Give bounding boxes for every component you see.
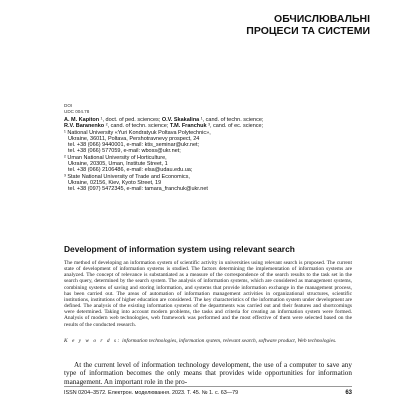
author-name: O.V. Skakalina (161, 117, 200, 123)
author-name: R.V. Baranenko (64, 123, 105, 130)
abstract: The method of developing an information system of scientific activity in universities using relevant search is proposed. The current state of development of information systems is studied. The factors determining the implementation of information systems are analyzed. The concept of relevance is substantiated as a measure of the correspondence of the search results to the task set in the search query, determined by the search system. The analysis of information systems, which are considered as management systems, combining systems of saving and storing information, and systems that provide information exchange in the management process, has been carried out. The areas of automation of information management activities in organizational structures, scientific institutions, institutions of higher education are considered. The key characteristics of the information system under development are defined. The analysis of the existing information systems of the departments was carried out and their features and shortcomings were determined. Taking into account modern problems, the tasks and criteria for creating an information system were formed. Analysis of modern web technologies, web framework was performed and the most effective of them were selected based on the results of the conducted research. (64, 260, 352, 328)
author-name: A. M. Kapiton (64, 117, 100, 123)
author-degree: ¹, cand. of techn. science; (200, 117, 264, 123)
author-degree: ², cand. of techn. science; (105, 123, 169, 130)
author-degree: ¹, doct. of ped. sciences; (100, 117, 161, 123)
keywords-text: information technologies, information system, relevant search, software product, Web technologies. (122, 338, 337, 344)
affiliation-line: tel. +38 (066) 2106486, e-mail: elsa@udau.edu.ua; (68, 167, 193, 174)
affiliation-line: ² Uman National University of Horticulture, (64, 154, 167, 161)
body-paragraph: At the current level of information technology development, the use of a computer to save any type of information becomes the only means that provides wide opportunities for information management. An important role in the pro- (64, 361, 352, 386)
keywords-label: K e y w o r d s: (64, 338, 121, 344)
footer-citation: ISSN 0204–3572. Електрон. моделювання. 2023. Т. 45. № 1. с. 63—79 (64, 390, 239, 396)
affiliation-line: tel. +38 (097) 5472345, e-mail: tamara_franchuk@ukr.net (68, 186, 208, 193)
affiliation-line: tel. +38 (066) 9440001, e-mail: ktis_seminar@ukr.net; (68, 142, 200, 149)
affiliation-line: ¹ National University «Yuri Kondratyuk Poltava Polytechnic», (64, 129, 211, 136)
article-title: Development of information system using relevant search (64, 244, 295, 254)
affiliation-line: Ukraine, 20305, Uman, Institute Street, 1 (68, 161, 168, 168)
keywords (64, 338, 352, 344)
affiliation-line: tel. +38 (066) 577059, e-mail: wboss@ukr.net; (68, 148, 181, 155)
affiliation-line: Ukraine, 36011, Poltava, Pershotravnevy prospect, 24 (68, 135, 200, 142)
identifiers (64, 103, 89, 115)
section-header-line1: ОБЧИСЛЮВАЛЬНІ (274, 13, 370, 25)
footer-divider (64, 386, 352, 387)
affiliation-line: Ukraine, 02156, Kiev, Kyoto Street, 19 (68, 179, 162, 186)
udc-code: UDC 004.78 (64, 109, 90, 114)
page-number: 63 (345, 390, 352, 396)
journal-section-header (200, 13, 370, 37)
doi-label: DOI (64, 103, 73, 108)
affiliation-line: ³ State National University of Trade and Economics, (64, 173, 190, 180)
author-name: T.M. Franchuk (169, 123, 207, 130)
body-text (64, 361, 352, 386)
page-footer (64, 390, 352, 397)
section-header-line2: ПРОЦЕСИ ТА СИСТЕМИ (246, 25, 370, 37)
author-block (64, 117, 354, 193)
author-degree: ³, cand. of ec. science; (208, 123, 264, 130)
